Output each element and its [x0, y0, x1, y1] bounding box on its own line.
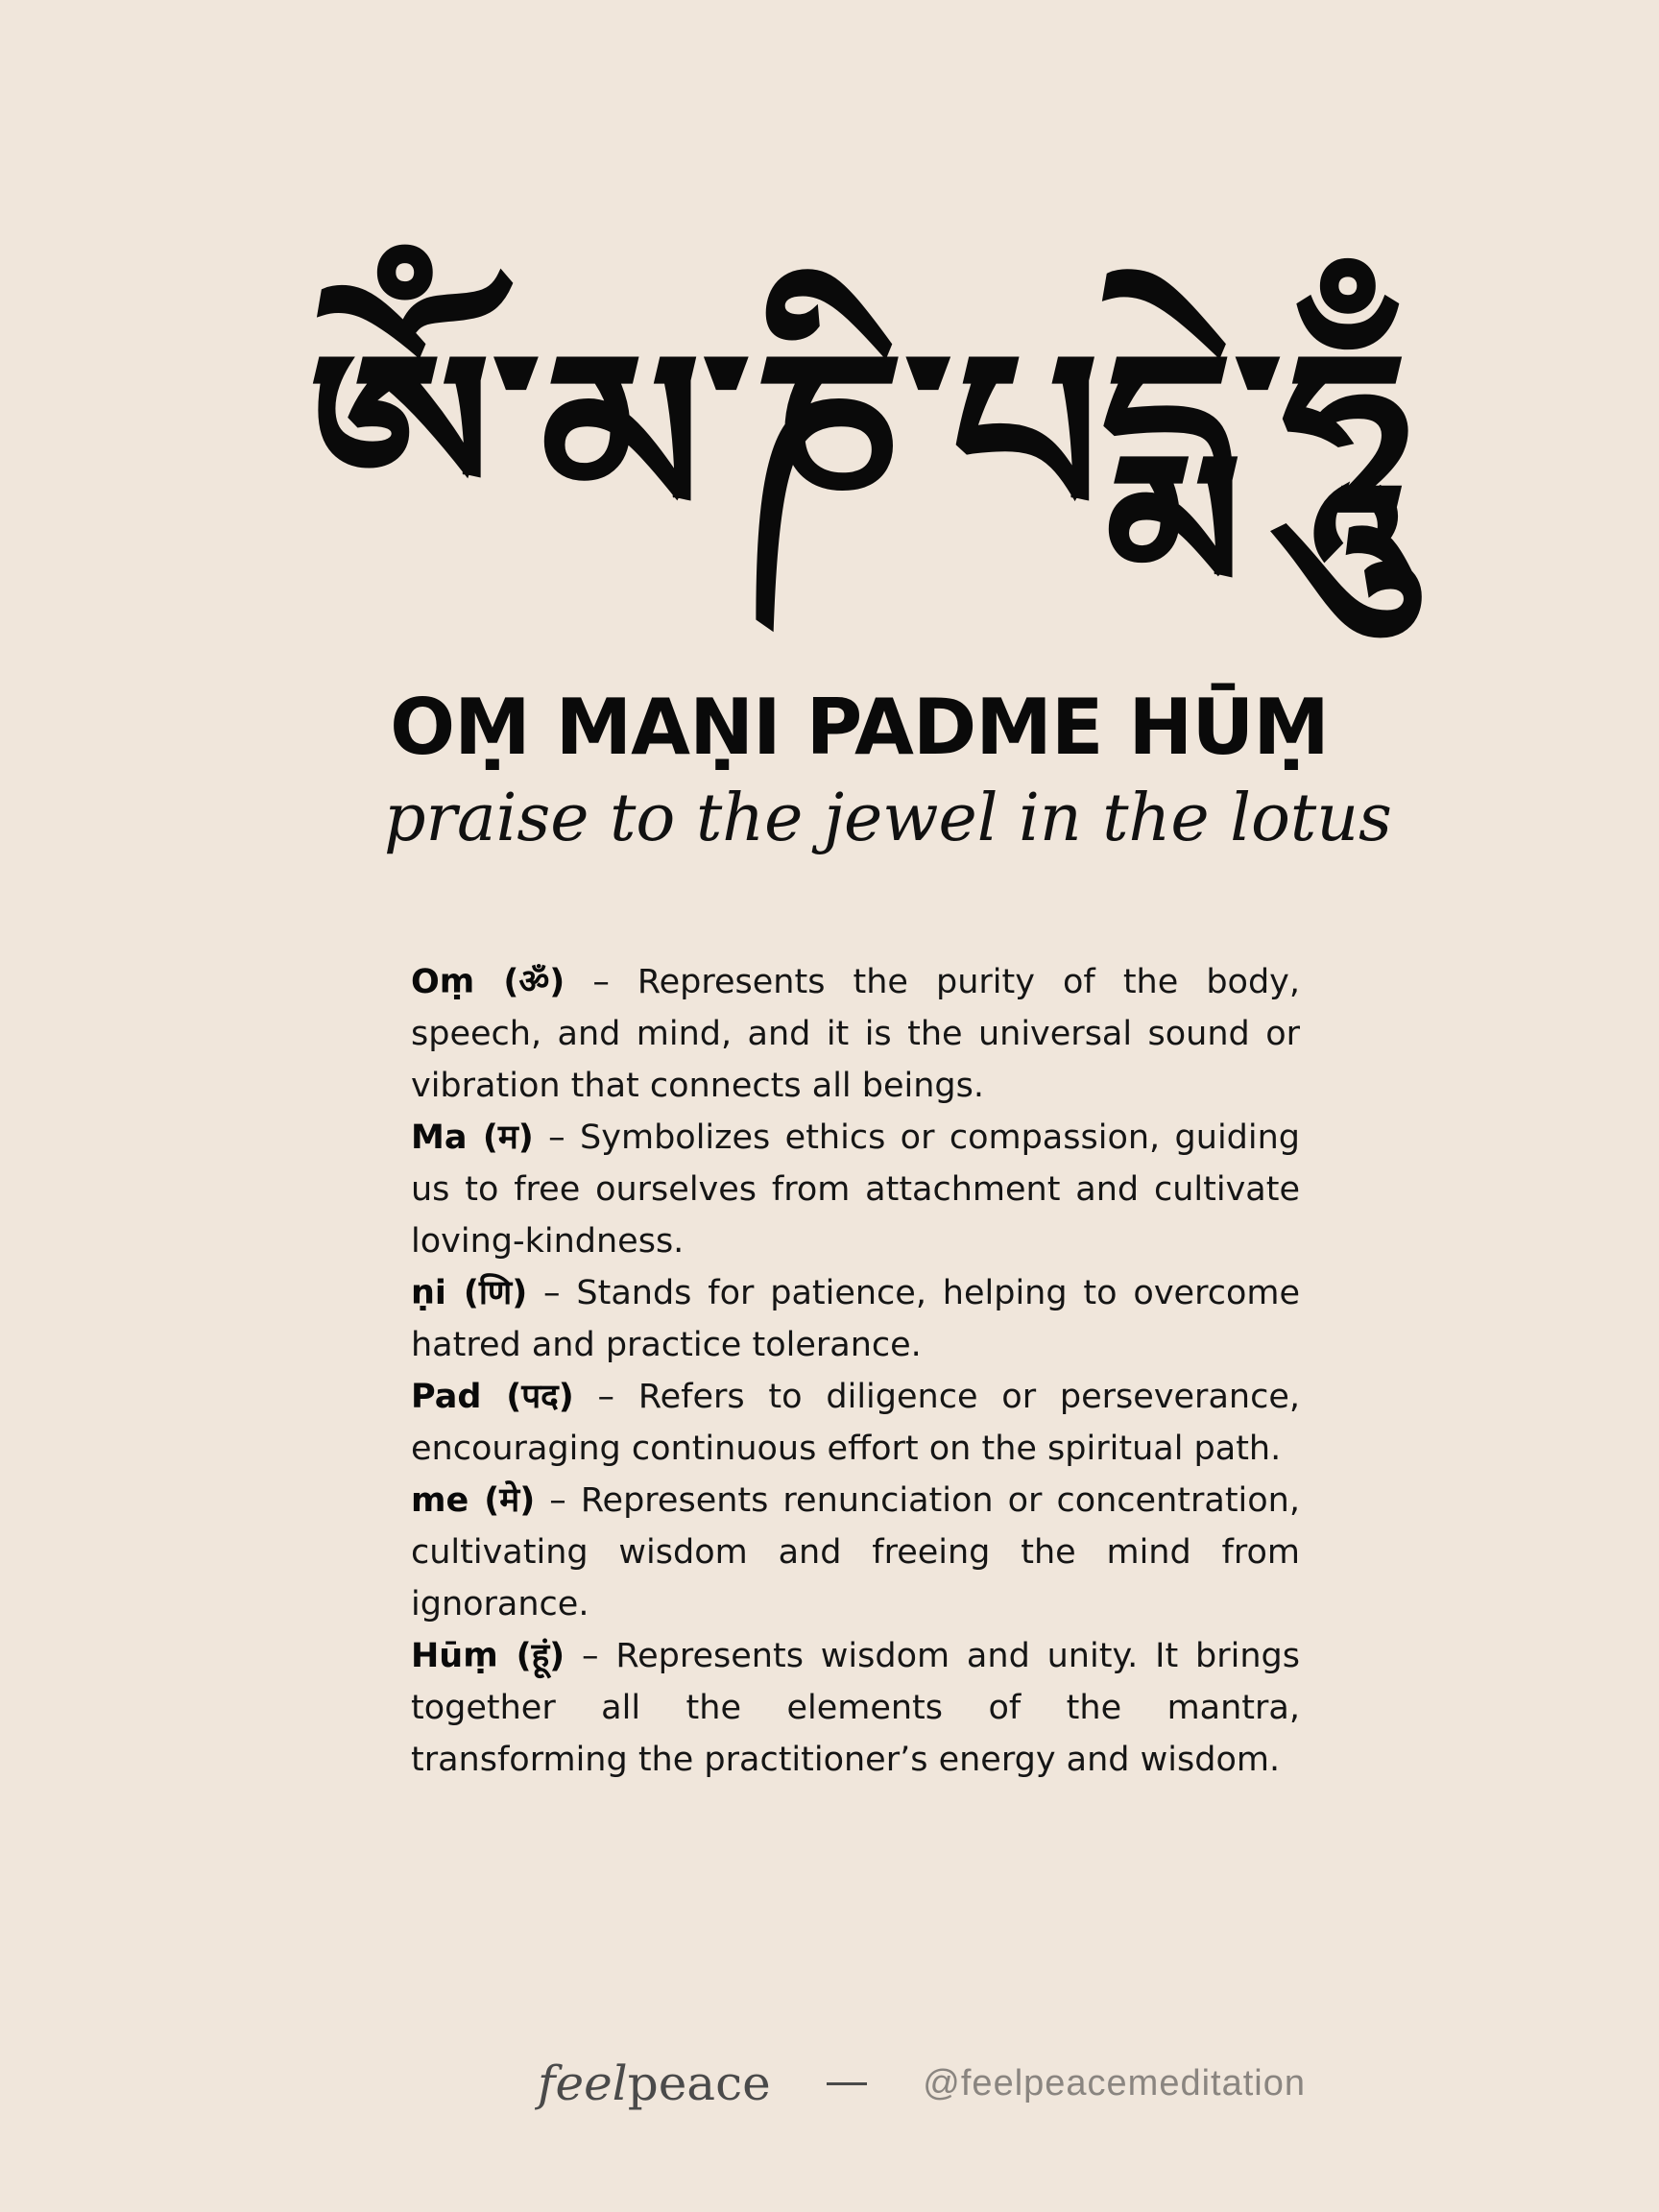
term-ni: ṇi (णि) — [411, 1274, 528, 1312]
definition-me-text: – Represents renunciation or concentration, cultivating wisdom and freeing the mind from ignorance. — [411, 1481, 1300, 1623]
mantra-subtitle: praise to the jewel in the lotus — [384, 781, 1392, 856]
definition-pad — [411, 1371, 1300, 1475]
definition-ma — [411, 1112, 1300, 1267]
definition-hum — [411, 1630, 1300, 1786]
definition-pad-text: – Refers to diligence or perseverance, encouraging continuous effort on the spiritual path. — [411, 1378, 1300, 1468]
tibetan-mantra-script: ཨོཾ་མ་ཎི་པདྨེ་ཧཱུྃ — [307, 302, 1412, 571]
term-pad: Pad (पद) — [411, 1378, 574, 1416]
footer — [538, 2045, 1306, 2122]
syllable-definitions — [411, 956, 1300, 1786]
brand-logo — [538, 2056, 771, 2111]
term-me: me (मे) — [411, 1481, 536, 1520]
term-om: Oṃ (ॐ) — [411, 963, 565, 1001]
definition-om-text: – Represents the purity of the body, speech, and mind, and it is the universal sound or vibration that connects all beings. — [411, 963, 1300, 1105]
social-handle: @feelpeacemeditation — [923, 2062, 1306, 2104]
definition-me — [411, 1475, 1300, 1630]
definition-ni-text: – Stands for patience, helping to overcome hatred and practice tolerance. — [411, 1274, 1300, 1364]
brand-feel: feel — [538, 2056, 628, 2111]
definition-ma-text: – Symbolizes ethics or compassion, guiding us to free ourselves from attachment and cultivate loving-kindness. — [411, 1118, 1301, 1261]
mantra-title: OṂ MAṆI PADME HŪṂ — [390, 683, 1329, 772]
definition-hum-text: – Represents wisdom and unity. It brings together all the elements of the mantra, transforming the practitioner’s energy and wisdom. — [411, 1637, 1300, 1779]
term-ma: Ma (म) — [411, 1118, 534, 1157]
definition-ni — [411, 1267, 1300, 1371]
term-hum: Hūṃ (हूं) — [411, 1637, 565, 1675]
definition-om — [411, 956, 1300, 1112]
footer-divider — [827, 2082, 868, 2085]
brand-peace: peace — [627, 2056, 771, 2111]
